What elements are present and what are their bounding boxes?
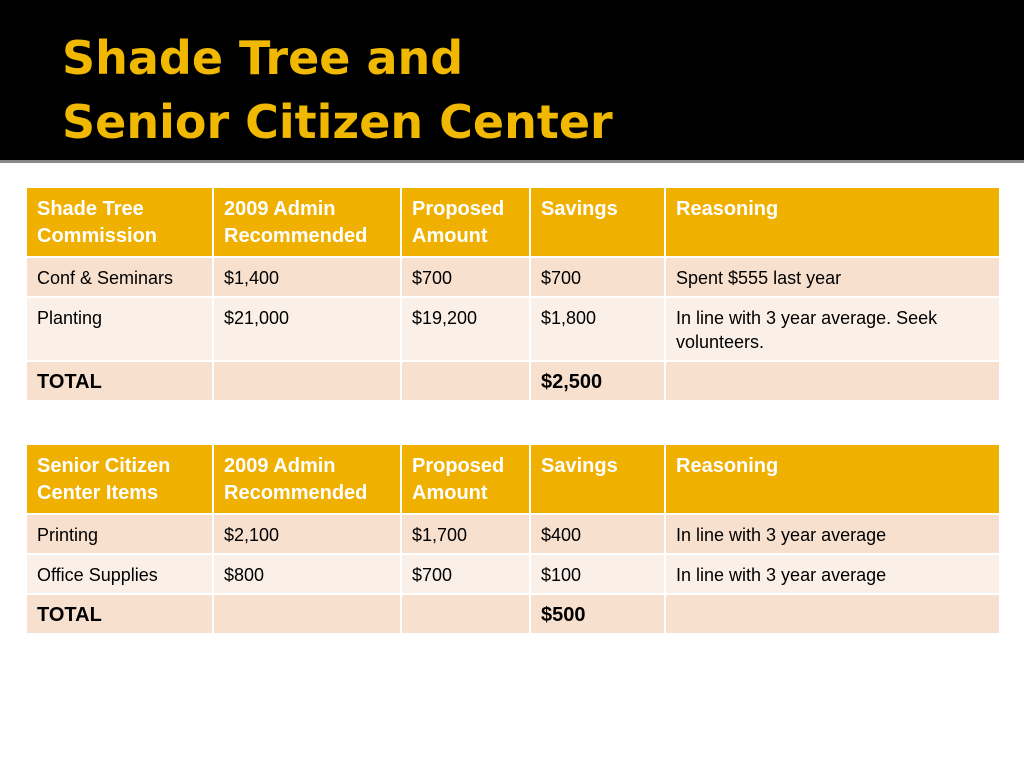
table-cell: $100: [530, 554, 665, 594]
table-cell: [401, 361, 530, 401]
table-cell: In line with 3 year average: [665, 514, 1000, 554]
header-cell-savings: Savings: [530, 444, 665, 514]
table-cell: Planting: [26, 297, 213, 361]
table-cell: [213, 361, 401, 401]
table-cell: In line with 3 year average. Seek volunteers.: [665, 297, 1000, 361]
total-label: TOTAL: [26, 594, 213, 634]
table-cell: $400: [530, 514, 665, 554]
table-cell: $1,700: [401, 514, 530, 554]
table-cell: $21,000: [213, 297, 401, 361]
table-row: [26, 257, 1000, 297]
table-header-row: [26, 444, 1000, 514]
slide-title: [62, 26, 613, 154]
senior-center-table: [25, 443, 1001, 635]
table-cell: Spent $555 last year: [665, 257, 1000, 297]
header-cell-proposed: Proposed Amount: [401, 444, 530, 514]
header-cell-item: Senior Citizen Center Items: [26, 444, 213, 514]
table-cell: In line with 3 year average: [665, 554, 1000, 594]
total-savings: $2,500: [530, 361, 665, 401]
table-cell: $1,400: [213, 257, 401, 297]
total-row: [26, 361, 1000, 401]
table-cell: [665, 594, 1000, 634]
table-cell: $1,800: [530, 297, 665, 361]
table-cell: $700: [401, 257, 530, 297]
table-row: [26, 554, 1000, 594]
table-cell: $800: [213, 554, 401, 594]
table-row: [26, 514, 1000, 554]
table-cell: Conf & Seminars: [26, 257, 213, 297]
header-cell-recommended: 2009 Admin Recommended: [213, 444, 401, 514]
table-cell: $2,100: [213, 514, 401, 554]
title-bar: [0, 0, 1024, 160]
table-row: [26, 297, 1000, 361]
table-cell: $700: [530, 257, 665, 297]
total-row: [26, 594, 1000, 634]
table-header-row: [26, 187, 1000, 257]
table-cell: Printing: [26, 514, 213, 554]
header-cell-proposed: Proposed Amount: [401, 187, 530, 257]
slide-title-line-1: Shade Tree and: [62, 31, 464, 85]
table-cell: [401, 594, 530, 634]
title-divider: [0, 160, 1024, 163]
header-cell-reasoning: Reasoning: [665, 444, 1000, 514]
slide-title-line-2: Senior Citizen Center: [62, 95, 613, 149]
header-cell-recommended: 2009 Admin Recommended: [213, 187, 401, 257]
total-label: TOTAL: [26, 361, 213, 401]
table-cell: [665, 361, 1000, 401]
header-cell-reasoning: Reasoning: [665, 187, 1000, 257]
shade-tree-table: [25, 186, 1001, 402]
header-cell-item: Shade Tree Commission: [26, 187, 213, 257]
header-cell-savings: Savings: [530, 187, 665, 257]
table-cell: $19,200: [401, 297, 530, 361]
table-cell: Office Supplies: [26, 554, 213, 594]
table-cell: [213, 594, 401, 634]
total-savings: $500: [530, 594, 665, 634]
table-cell: $700: [401, 554, 530, 594]
